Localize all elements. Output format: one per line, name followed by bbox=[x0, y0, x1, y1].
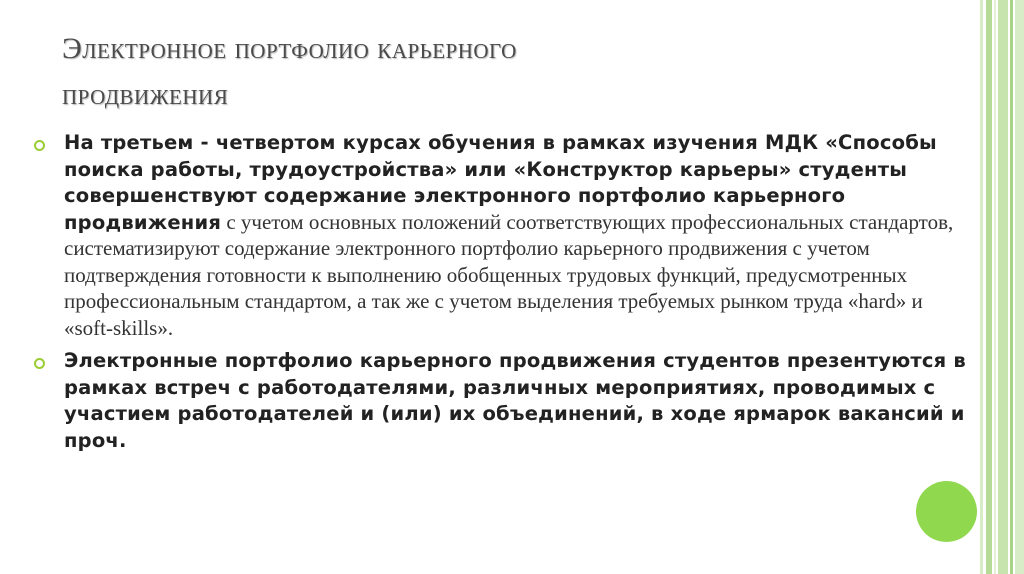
bullet-normal-text: с учетом основных положений соответствующих профессиональных стандартов, систематизируют содержание электронного портфолио карьерного продвижения с учетом подтверждения готовности к выполнению обобщенных трудовых функций, предусмотренных профессиональным стандартом, а так же с учетом выделения требуемых рынком труда «hard» и «soft-skills». bbox=[64, 209, 954, 340]
bullet-circle-icon bbox=[34, 140, 45, 151]
bullet-bold-text: Электронные портфолио карьерного продвижения студентов презентуются в рамках встреч с работодателями, различных мероприятиях, проводимых с участием работодателей и (или) их объединений, в ходе ярмарок вакансий и проч. bbox=[64, 349, 966, 452]
decorative-green-circle bbox=[916, 481, 977, 542]
slide-title-line1: Электронное портфолио карьерного bbox=[62, 32, 517, 65]
decorative-stripe bbox=[998, 0, 1008, 574]
slide-body bbox=[30, 130, 970, 460]
slide-title-line2: продвижения bbox=[62, 78, 229, 111]
slide-title bbox=[62, 26, 922, 118]
bullet-circle-icon bbox=[34, 358, 45, 369]
decorative-stripe bbox=[1015, 0, 1024, 574]
bullet-item bbox=[30, 348, 970, 454]
decorative-stripe bbox=[986, 0, 992, 574]
decorative-stripe bbox=[1010, 0, 1013, 574]
decorative-stripe bbox=[980, 0, 983, 574]
bullet-item bbox=[30, 130, 970, 342]
bullet-bold-text: На третьем - четвертом курсах обучения в рамках изучения МДК «Способы поиска работы, трудоустройства» или «Конструктор карьеры» студенты совершенствуют содержание электронного портфолио карьерного продвижения bbox=[64, 131, 937, 234]
decorative-stripe bbox=[994, 0, 996, 574]
